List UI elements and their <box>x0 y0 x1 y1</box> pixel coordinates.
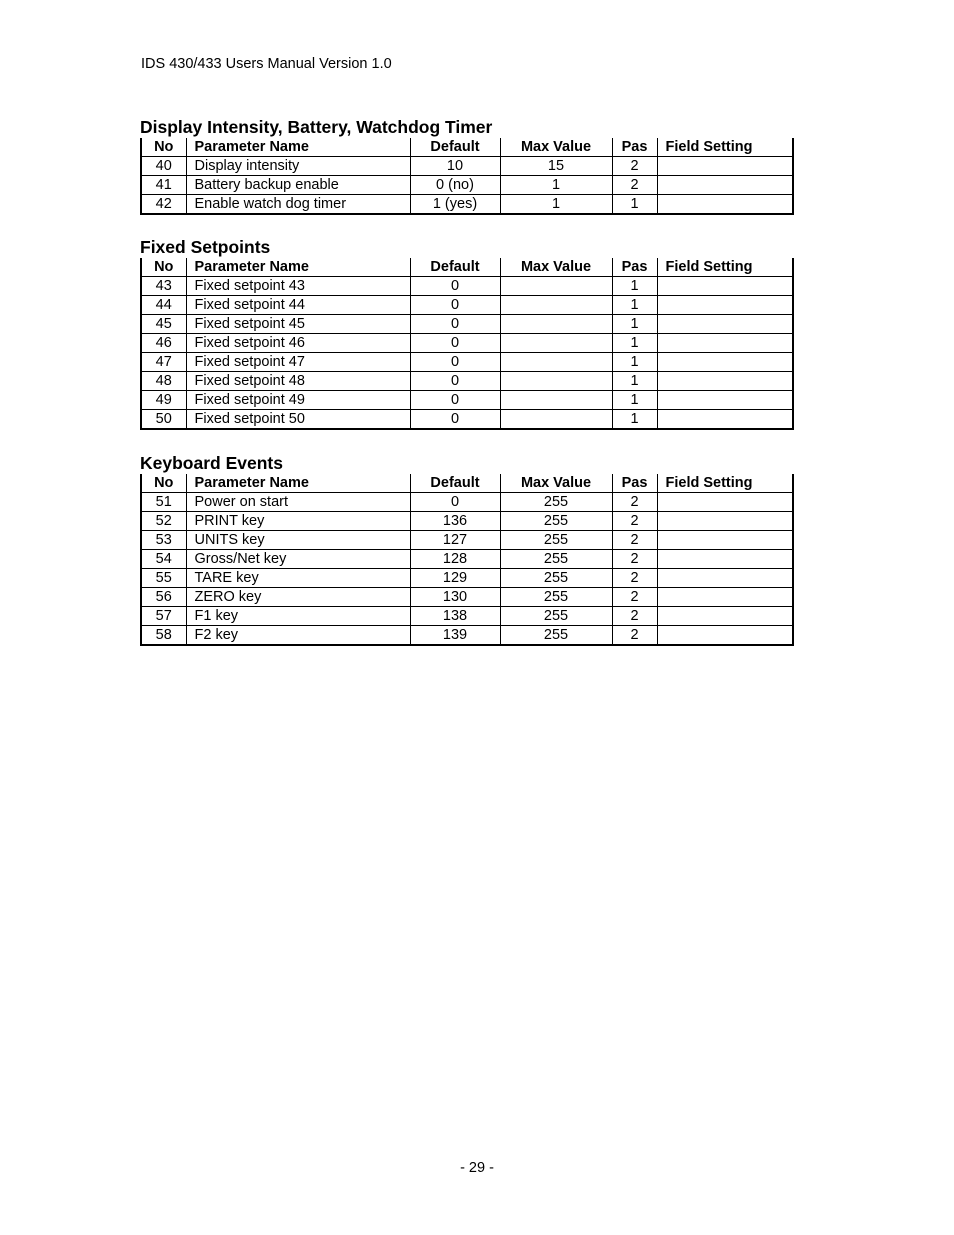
cell-name: TARE key <box>186 569 410 588</box>
cell-default: 128 <box>410 550 500 569</box>
cell-max: 1 <box>500 195 612 215</box>
cell-default: 0 <box>410 391 500 410</box>
cell-pas: 1 <box>612 277 657 296</box>
cell-field <box>657 353 793 372</box>
cell-no: 56 <box>141 588 186 607</box>
column-header-name: Parameter Name <box>186 258 410 277</box>
cell-pas: 1 <box>612 315 657 334</box>
cell-no: 43 <box>141 277 186 296</box>
column-header-no: No <box>141 474 186 493</box>
cell-max <box>500 372 612 391</box>
cell-max: 255 <box>500 531 612 550</box>
cell-no: 49 <box>141 391 186 410</box>
cell-name: F2 key <box>186 626 410 646</box>
column-header-no: No <box>141 138 186 157</box>
cell-name: ZERO key <box>186 588 410 607</box>
cell-default: 0 <box>410 277 500 296</box>
cell-max <box>500 296 612 315</box>
table-row <box>141 410 793 430</box>
cell-default: 139 <box>410 626 500 646</box>
cell-name: Gross/Net key <box>186 550 410 569</box>
running-header: IDS 430/433 Users Manual Version 1.0 <box>141 56 392 72</box>
cell-pas: 2 <box>612 176 657 195</box>
cell-pas: 2 <box>612 512 657 531</box>
parameter-table <box>140 258 794 430</box>
cell-field <box>657 315 793 334</box>
column-header-max: Max Value <box>500 138 612 157</box>
cell-no: 48 <box>141 372 186 391</box>
column-header-max: Max Value <box>500 474 612 493</box>
cell-max <box>500 410 612 430</box>
column-header-field: Field Setting <box>657 138 793 157</box>
cell-name: Fixed setpoint 50 <box>186 410 410 430</box>
table-row <box>141 391 793 410</box>
table-row <box>141 512 793 531</box>
column-header-field: Field Setting <box>657 474 793 493</box>
cell-no: 42 <box>141 195 186 215</box>
cell-name: Fixed setpoint 48 <box>186 372 410 391</box>
column-header-default: Default <box>410 474 500 493</box>
cell-field <box>657 195 793 215</box>
table-row <box>141 334 793 353</box>
cell-name: Fixed setpoint 45 <box>186 315 410 334</box>
cell-no: 41 <box>141 176 186 195</box>
table-row <box>141 626 793 646</box>
cell-name: Fixed setpoint 43 <box>186 277 410 296</box>
cell-pas: 2 <box>612 157 657 176</box>
cell-no: 45 <box>141 315 186 334</box>
section-fixed-setpoints <box>140 237 792 430</box>
cell-max <box>500 277 612 296</box>
cell-default: 0 <box>410 372 500 391</box>
table-row <box>141 531 793 550</box>
cell-pas: 1 <box>612 353 657 372</box>
cell-pas: 2 <box>612 588 657 607</box>
column-header-name: Parameter Name <box>186 138 410 157</box>
table-row <box>141 569 793 588</box>
cell-no: 58 <box>141 626 186 646</box>
cell-no: 52 <box>141 512 186 531</box>
cell-max: 255 <box>500 550 612 569</box>
cell-max: 15 <box>500 157 612 176</box>
cell-field <box>657 512 793 531</box>
cell-pas: 1 <box>612 391 657 410</box>
cell-pas: 1 <box>612 334 657 353</box>
table-row <box>141 195 793 215</box>
cell-default: 0 <box>410 493 500 512</box>
section-title: Display Intensity, Battery, Watchdog Timer <box>140 117 493 137</box>
cell-field <box>657 607 793 626</box>
cell-no: 50 <box>141 410 186 430</box>
cell-pas: 1 <box>612 195 657 215</box>
cell-default: 0 <box>410 315 500 334</box>
table-row <box>141 588 793 607</box>
section-title: Fixed Setpoints <box>140 237 271 257</box>
cell-name: Display intensity <box>186 157 410 176</box>
cell-max: 255 <box>500 626 612 646</box>
cell-field <box>657 372 793 391</box>
cell-default: 130 <box>410 588 500 607</box>
cell-default: 129 <box>410 569 500 588</box>
column-header-no: No <box>141 258 186 277</box>
cell-default: 0 (no) <box>410 176 500 195</box>
cell-field <box>657 176 793 195</box>
table-row <box>141 353 793 372</box>
cell-max <box>500 315 612 334</box>
cell-max: 255 <box>500 493 612 512</box>
cell-field <box>657 493 793 512</box>
column-header-max: Max Value <box>500 258 612 277</box>
cell-pas: 1 <box>612 372 657 391</box>
column-header-default: Default <box>410 258 500 277</box>
cell-no: 51 <box>141 493 186 512</box>
cell-pas: 2 <box>612 550 657 569</box>
cell-field <box>657 277 793 296</box>
cell-pas: 2 <box>612 626 657 646</box>
cell-name: UNITS key <box>186 531 410 550</box>
cell-no: 53 <box>141 531 186 550</box>
cell-no: 46 <box>141 334 186 353</box>
table-row <box>141 315 793 334</box>
cell-max <box>500 353 612 372</box>
cell-no: 55 <box>141 569 186 588</box>
section-title: Keyboard Events <box>140 453 283 473</box>
cell-default: 0 <box>410 296 500 315</box>
cell-pas: 2 <box>612 493 657 512</box>
table-row <box>141 607 793 626</box>
cell-max: 1 <box>500 176 612 195</box>
cell-field <box>657 569 793 588</box>
cell-no: 57 <box>141 607 186 626</box>
cell-field <box>657 391 793 410</box>
table-row <box>141 296 793 315</box>
cell-pas: 2 <box>612 569 657 588</box>
cell-name: Fixed setpoint 46 <box>186 334 410 353</box>
cell-max: 255 <box>500 569 612 588</box>
cell-max <box>500 334 612 353</box>
cell-field <box>657 531 793 550</box>
cell-field <box>657 550 793 569</box>
cell-field <box>657 410 793 430</box>
cell-default: 0 <box>410 353 500 372</box>
cell-max: 255 <box>500 588 612 607</box>
cell-default: 0 <box>410 334 500 353</box>
cell-pas: 2 <box>612 607 657 626</box>
section-keyboard-events <box>140 453 792 646</box>
cell-default: 136 <box>410 512 500 531</box>
cell-pas: 1 <box>612 410 657 430</box>
page-number: - 29 - <box>460 1160 494 1176</box>
table-row <box>141 550 793 569</box>
cell-max <box>500 391 612 410</box>
column-header-pas: Pas <box>612 474 657 493</box>
cell-no: 47 <box>141 353 186 372</box>
header-row <box>141 258 793 277</box>
cell-field <box>657 588 793 607</box>
table-row <box>141 372 793 391</box>
cell-no: 40 <box>141 157 186 176</box>
cell-name: Enable watch dog timer <box>186 195 410 215</box>
cell-pas: 2 <box>612 531 657 550</box>
cell-name: F1 key <box>186 607 410 626</box>
cell-name: PRINT key <box>186 512 410 531</box>
cell-pas: 1 <box>612 296 657 315</box>
column-header-pas: Pas <box>612 138 657 157</box>
cell-name: Fixed setpoint 44 <box>186 296 410 315</box>
column-header-pas: Pas <box>612 258 657 277</box>
column-header-field: Field Setting <box>657 258 793 277</box>
parameter-table <box>140 474 794 646</box>
cell-default: 0 <box>410 410 500 430</box>
cell-name: Battery backup enable <box>186 176 410 195</box>
cell-name: Fixed setpoint 49 <box>186 391 410 410</box>
cell-default: 10 <box>410 157 500 176</box>
cell-max: 255 <box>500 607 612 626</box>
table-row <box>141 493 793 512</box>
cell-field <box>657 157 793 176</box>
cell-no: 44 <box>141 296 186 315</box>
cell-field <box>657 626 793 646</box>
cell-max: 255 <box>500 512 612 531</box>
header-row <box>141 474 793 493</box>
cell-default: 1 (yes) <box>410 195 500 215</box>
cell-default: 127 <box>410 531 500 550</box>
table-row <box>141 157 793 176</box>
column-header-name: Parameter Name <box>186 474 410 493</box>
cell-no: 54 <box>141 550 186 569</box>
cell-default: 138 <box>410 607 500 626</box>
cell-field <box>657 296 793 315</box>
table-row <box>141 176 793 195</box>
parameter-table <box>140 138 794 215</box>
column-header-default: Default <box>410 138 500 157</box>
cell-name: Power on start <box>186 493 410 512</box>
cell-field <box>657 334 793 353</box>
header-row <box>141 138 793 157</box>
table-row <box>141 277 793 296</box>
cell-name: Fixed setpoint 47 <box>186 353 410 372</box>
section-display-battery-watchdog <box>140 117 792 215</box>
